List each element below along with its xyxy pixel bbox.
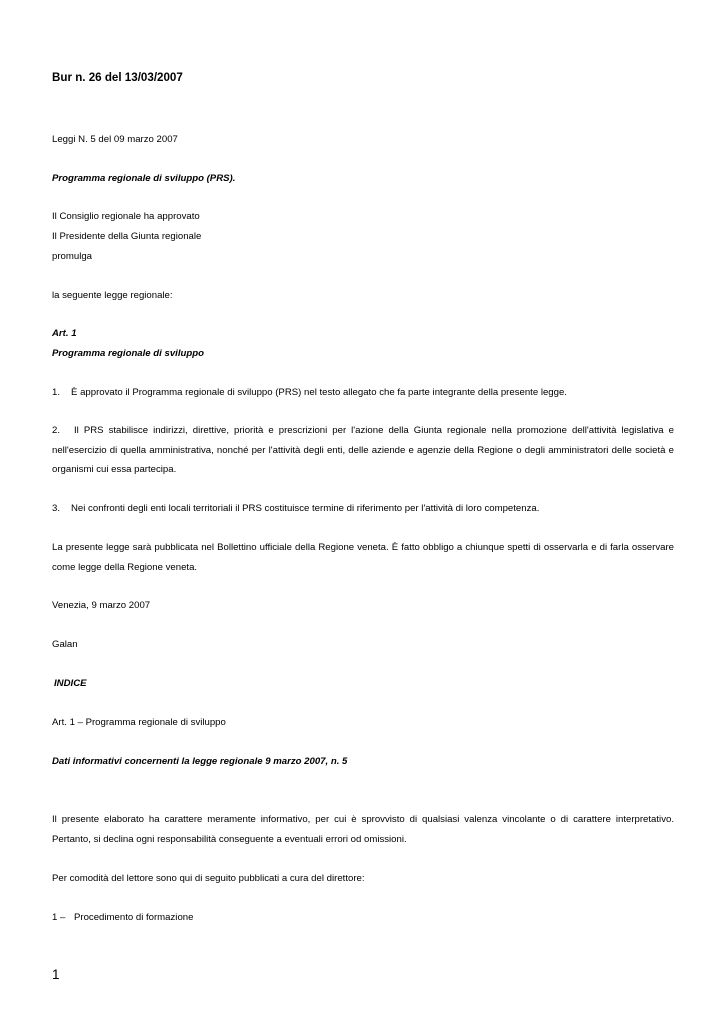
law-reference: Leggi N. 5 del 09 marzo 2007 (52, 134, 178, 145)
paragraph-number: 2. (52, 425, 61, 436)
preamble-line-1: Il Consiglio regionale ha approvato (52, 211, 200, 222)
article-number: Art. 1 (52, 328, 77, 339)
law-title: Programma regionale di sviluppo (PRS). (52, 173, 236, 184)
preamble-line-3: promulga (52, 251, 92, 262)
page-number: 1 (52, 967, 60, 982)
article-title: Programma regionale di sviluppo (52, 348, 204, 359)
paragraph-number: 1. (52, 387, 61, 398)
paragraph-text: È approvato il Programma regionale di sviluppo (PRS) nel testo allegato che fa parte integrante della presente legge. (71, 387, 567, 398)
preamble-line-2: Il Presidente della Giunta regionale (52, 231, 202, 242)
preamble-tail: la seguente legge regionale: (52, 290, 173, 301)
list-item (52, 911, 674, 924)
place-date: Venezia, 9 marzo 2007 (52, 600, 151, 611)
reader-note: Per comodità del lettore sono qui di seguito pubblicati a cura del direttore: (52, 873, 365, 884)
list-item-text: Procedimento di formazione (74, 912, 194, 923)
info-heading: Dati informativi concernenti la legge regionale 9 marzo 2007, n. 5 (52, 756, 348, 767)
paragraph-text: Il PRS stabilisce indirizzi, direttive, priorità e prescrizioni per l'azione della Giunta regionale nella promozione dell'attività legislativa e nell'esercizio di quella amministrativa, nonché per l'attività degli enti, delle aziende e agenzie della Regione o degli amministratori delle società e organismi cui essa partecipa. (52, 425, 674, 476)
index-heading: INDICE (54, 678, 87, 689)
article-paragraph-3 (52, 502, 674, 515)
signature: Galan (52, 639, 78, 650)
paragraph-number: 3. (52, 503, 61, 514)
article-paragraph-1 (52, 386, 674, 399)
publication-clause: La presente legge sarà pubblicata nel Bollettino ufficiale della Regione veneta. È fatto obbligo a chiunque spetti di osservarla e di farla osservare come legge della Regione veneta. (52, 542, 674, 573)
article-paragraph-2 (52, 421, 674, 480)
list-item-number: 1 – (52, 912, 66, 923)
bulletin-header: Bur n. 26 del 13/03/2007 (52, 71, 183, 84)
disclaimer: Il presente elaborato ha carattere meramente informativo, per cui è sprovvisto di qualsiasi valenza vincolante o di carattere interpretativo. Pertanto, si declina ogni responsabilità conseguente a eventuali errori od omissioni. (52, 814, 674, 845)
index-item: Art. 1 – Programma regionale di sviluppo (52, 717, 226, 728)
paragraph-text: Nei confronti degli enti locali territoriali il PRS costituisce termine di riferimento per l'attività di loro competenza. (71, 503, 540, 514)
